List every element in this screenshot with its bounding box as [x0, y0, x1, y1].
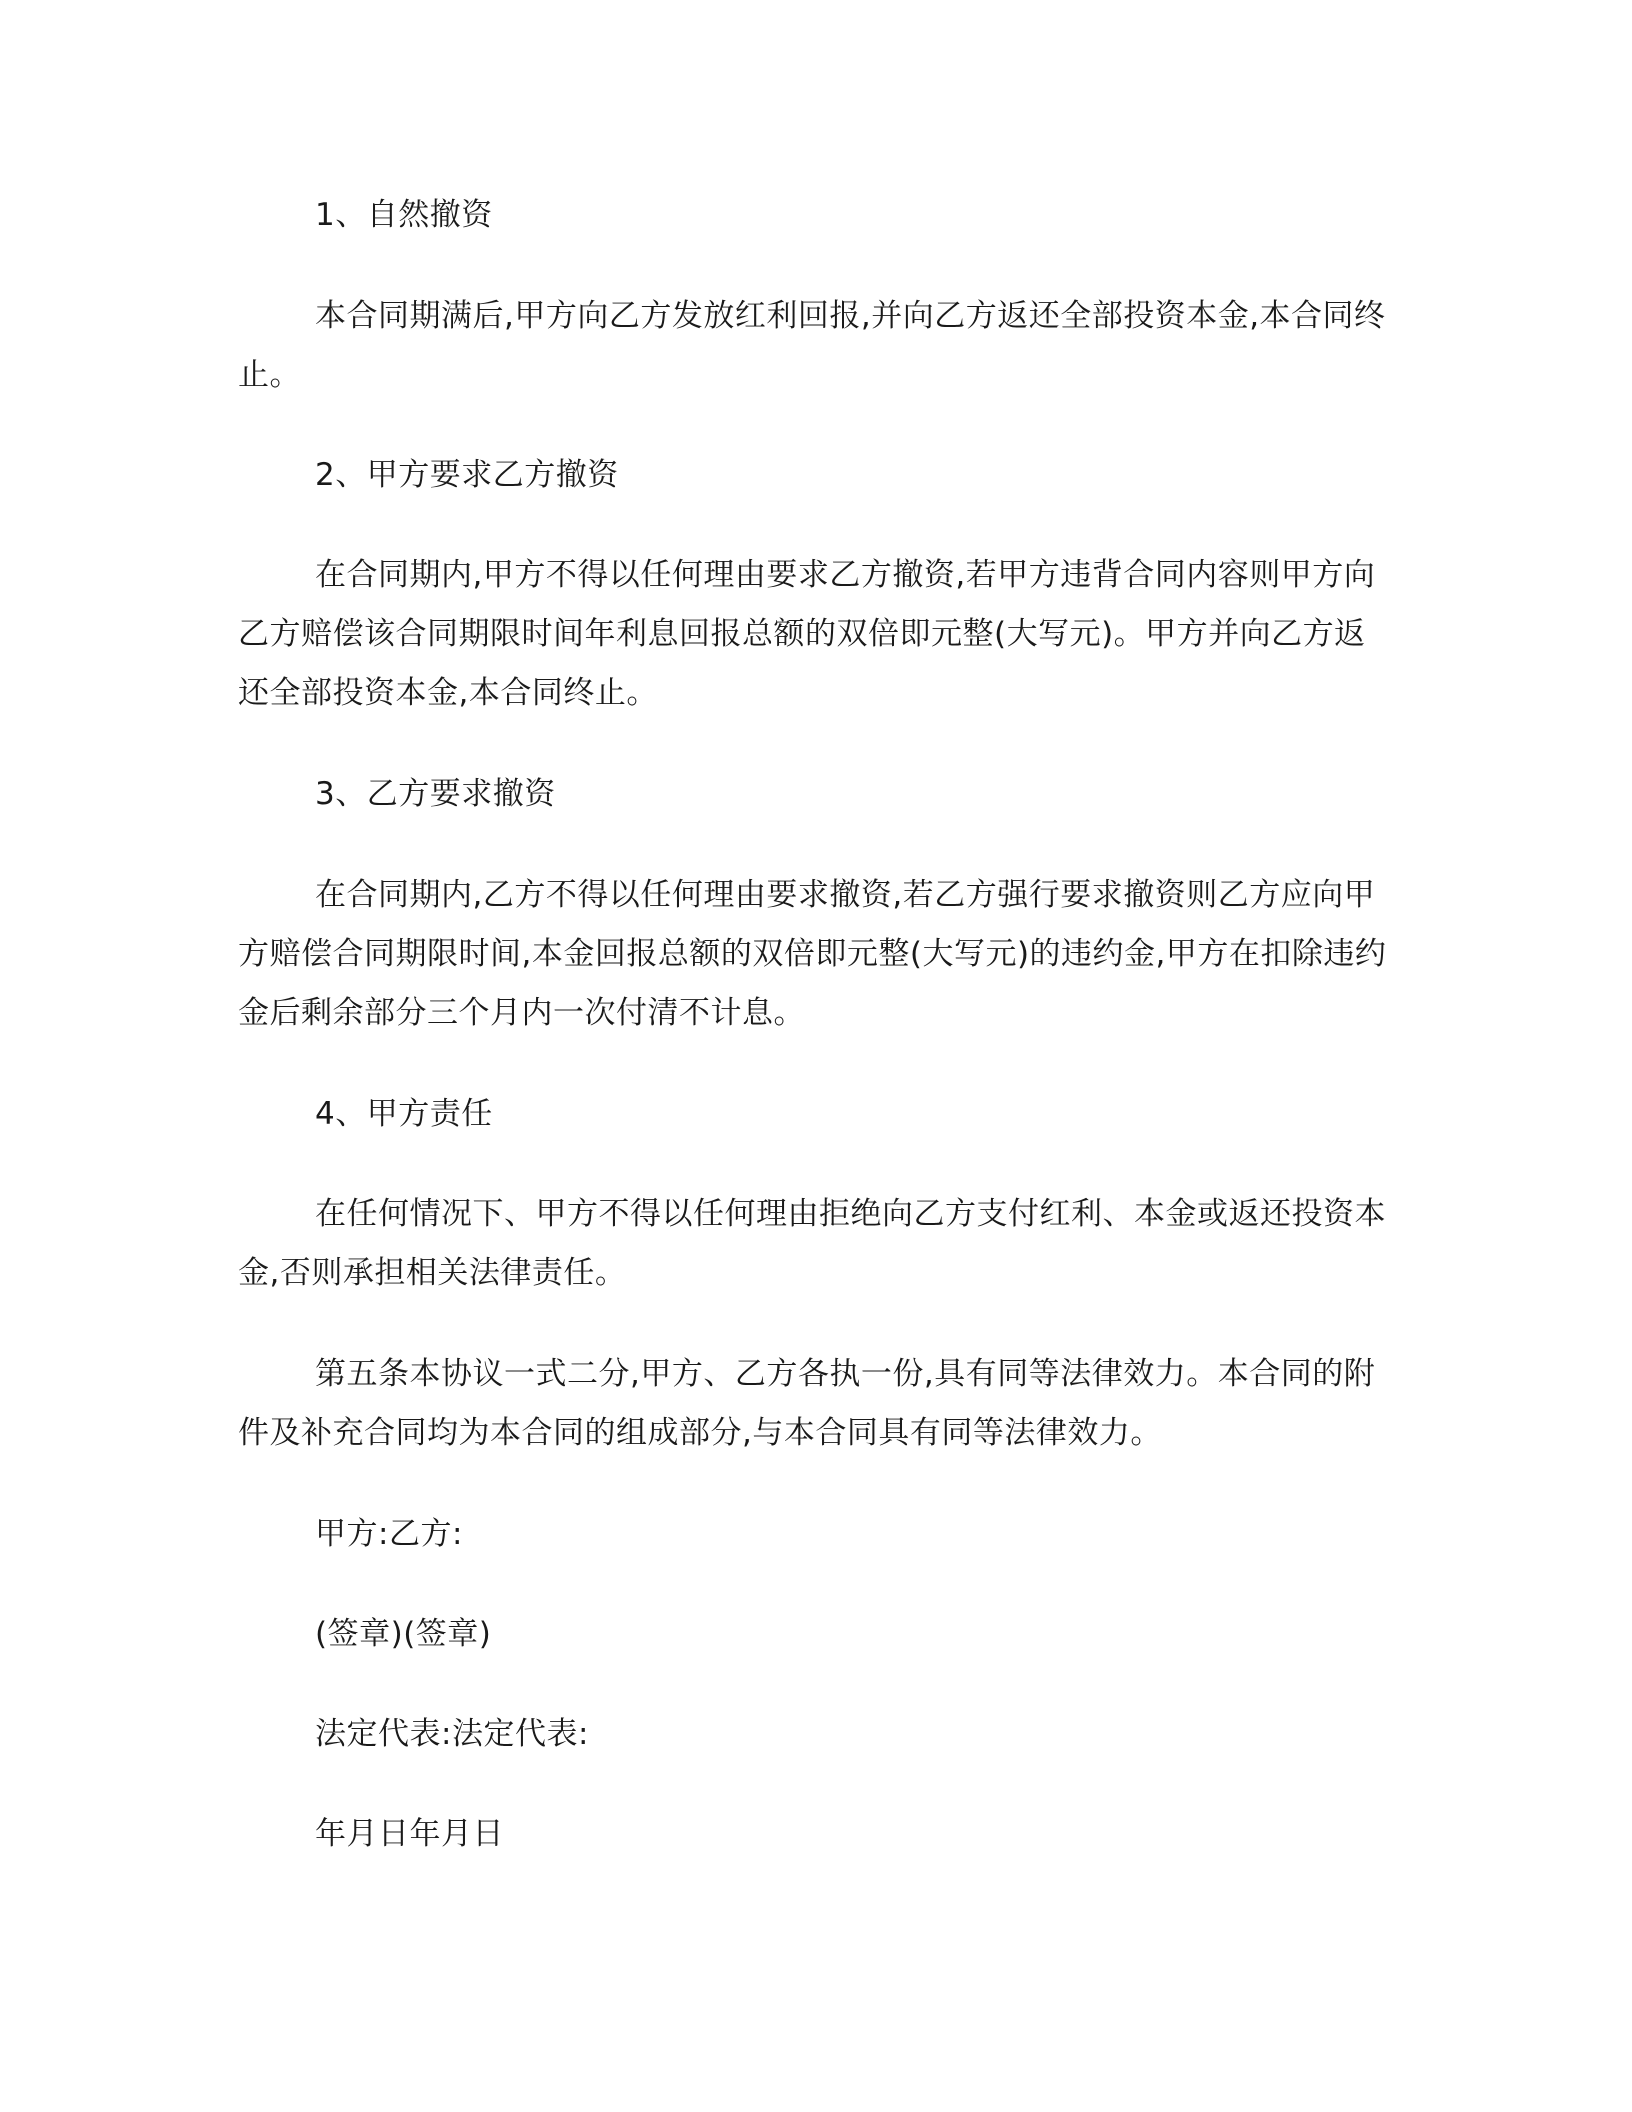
signature-parties-line: 甲方:乙方:	[315, 1516, 463, 1552]
section-heading-natural-withdrawal: 1、自然撤资	[315, 197, 493, 233]
signature-date-line: 年月日年月日	[315, 1816, 504, 1852]
section-heading-party-a-requests: 2、甲方要求乙方撤资	[315, 457, 619, 493]
signature-representative-line: 法定代表:法定代表:	[315, 1716, 589, 1752]
paragraph-article-five: 第五条本协议一式二分,甲方、乙方各执一份,具有同等法律效力。本合同的附件及补充合同均为本合同的组成部分,与本合同具有同等法律效力。	[238, 1356, 1376, 1451]
section-heading-party-b-requests: 3、乙方要求撤资	[315, 776, 556, 812]
paragraph-party-b-requests: 在合同期内,乙方不得以任何理由要求撤资,若乙方强行要求撤资则乙方应向甲方赔偿合同期限时间,本金回报总额的双倍即元整(大写元)的违约金,甲方在扣除违约金后剩余部分三个月内一次付清不计息。	[238, 877, 1387, 1031]
paragraph-natural-withdrawal: 本合同期满后,甲方向乙方发放红利回报,并向乙方返还全部投资本金,本合同终止。	[238, 298, 1386, 393]
section-heading-party-a-liability: 4、甲方责任	[315, 1096, 493, 1132]
paragraph-party-a-requests: 在合同期内,甲方不得以任何理由要求乙方撤资,若甲方违背合同内容则甲方向乙方赔偿该合同期限时间年利息回报总额的双倍即元整(大写元)。甲方并向乙方返还全部投资本金,本合同终止。	[238, 557, 1376, 711]
signature-seal-line: (签章)(签章)	[315, 1616, 492, 1652]
paragraph-party-a-liability: 在任何情况下、甲方不得以任何理由拒绝向乙方支付红利、本金或返还投资本金,否则承担相关法律责任。	[238, 1196, 1386, 1291]
